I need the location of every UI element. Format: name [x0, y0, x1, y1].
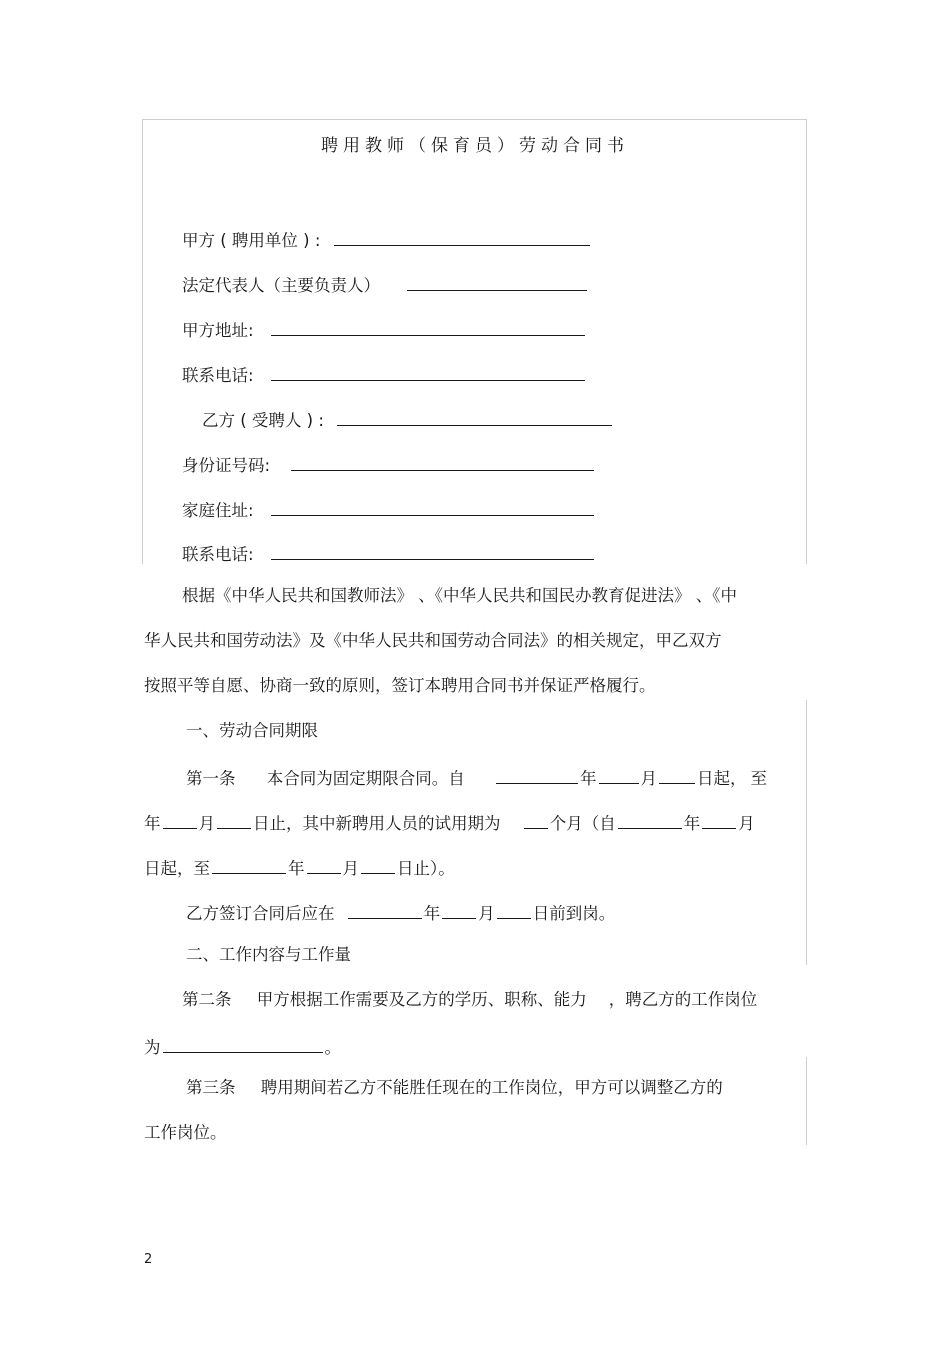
- to-text: 至: [750, 769, 767, 788]
- month-text: 月: [738, 814, 755, 833]
- id-number-row: [182, 452, 596, 477]
- party-a-phone-row: [182, 362, 587, 387]
- party-a-blank: [334, 227, 590, 246]
- day-to-end-text: 日止）。: [397, 859, 455, 878]
- start-day-blank: [659, 765, 695, 784]
- month-text: 月: [342, 859, 359, 878]
- article-2-prefix: 为: [144, 1038, 161, 1057]
- trial-end-day-blank: [361, 855, 395, 874]
- article-2-text: 甲方根据工作需要及乙方的学历、职称、能力: [256, 990, 587, 1009]
- party-b-phone-label: 联系电话:: [182, 545, 254, 564]
- party-a-phone-blank: [271, 362, 585, 381]
- end-month-blank: [163, 810, 197, 829]
- article-2-label: 第二条: [182, 990, 232, 1009]
- home-address-blank: [271, 497, 594, 516]
- article-1-label: 第一条: [186, 769, 236, 788]
- party-a-address-blank: [271, 317, 585, 336]
- document-title: 聘用教师（保育员）劳动合同书: [321, 136, 629, 156]
- report-text: 乙方签订合同后应在: [186, 904, 335, 923]
- year-text: 年: [288, 859, 305, 878]
- party-a-row: [182, 227, 592, 252]
- party-a-phone-label: 联系电话:: [182, 366, 254, 385]
- article-2-suffix: 。: [324, 1038, 341, 1057]
- trial-year-blank: [618, 810, 682, 829]
- year-text: 年: [580, 769, 597, 788]
- article-3-text: 聘用期间若乙方不能胜任现在的工作岗位，甲方可以调整乙方的: [260, 1078, 723, 1097]
- month-text: 月: [640, 769, 657, 788]
- id-number-label: 身份证号码:: [182, 456, 271, 475]
- article-3-line-1: [186, 1077, 723, 1099]
- intro-line-1: 根据《中华人民共和国教师法》 、《中华人民共和国民办教育促进法》 、《中: [182, 586, 737, 605]
- party-b-blank: [337, 407, 612, 426]
- frame-right-border-2: [806, 700, 807, 965]
- section-1-heading: 一、劳动合同期限: [186, 721, 318, 740]
- party-a-address-label: 甲方地址:: [182, 321, 254, 340]
- trial-end-month-blank: [307, 855, 341, 874]
- frame-left-border: [142, 119, 143, 564]
- report-month-blank: [442, 900, 476, 919]
- year-text: 年: [144, 814, 161, 833]
- frame-right-border: [806, 119, 807, 564]
- legal-rep-blank: [407, 272, 587, 291]
- end-day-blank: [217, 810, 251, 829]
- article-1-line-3: [144, 855, 455, 880]
- month-text: 月: [198, 814, 215, 833]
- article-3-label: 第三条: [186, 1078, 236, 1097]
- day-to-text: 日止，其中新聘用人员的试用期为: [253, 814, 501, 833]
- section-2-heading: 二、工作内容与工作量: [186, 945, 351, 964]
- intro-line-3: 按照平等自愿、协商一致的原则，签订本聘用合同书并保证严格履行。: [144, 676, 656, 695]
- id-number-blank: [291, 452, 594, 471]
- year-text: 年: [683, 814, 701, 833]
- job-position-blank: [163, 1034, 323, 1053]
- start-month-blank: [599, 765, 639, 784]
- months-paren-text: 个月（自: [549, 814, 616, 833]
- day-from-text: 日起，: [697, 769, 747, 788]
- report-date-line: [186, 900, 615, 925]
- day-from2-text: 日起，至: [144, 859, 210, 878]
- start-year-blank: [496, 765, 578, 784]
- article-1-line-1: [186, 765, 767, 790]
- report-day-blank: [497, 900, 531, 919]
- article-3-line-2: 工作岗位。: [144, 1123, 227, 1142]
- year-text: 年: [423, 904, 441, 923]
- party-b-phone-row: [182, 541, 596, 566]
- frame-right-border-3: [806, 1057, 807, 1145]
- party-b-label: 乙方 ( 受聘人 ) :: [202, 411, 324, 430]
- party-a-address-row: [182, 317, 587, 342]
- party-b-row: [202, 407, 614, 432]
- party-b-phone-blank: [271, 541, 594, 560]
- page-number: 2: [144, 1252, 153, 1267]
- month-text: 月: [478, 904, 495, 923]
- trial-month-blank: [702, 810, 736, 829]
- article-2-line-1: [182, 989, 757, 1011]
- home-address-label: 家庭住址:: [182, 501, 254, 520]
- article-2-line-2: [144, 1034, 341, 1059]
- home-address-row: [182, 497, 596, 522]
- article-1-line-2: [144, 810, 755, 835]
- intro-line-2: 华人民共和国劳动法》及《中华人民共和国劳动合同法》的相关规定，甲乙双方: [144, 631, 722, 650]
- article-2-text2: ，聘乙方的工作岗位: [608, 990, 758, 1009]
- legal-rep-label: 法定代表人（主要负责人）: [182, 276, 380, 295]
- trial-end-year-blank: [212, 855, 286, 874]
- party-a-label: 甲方 ( 聘用单位 ) :: [182, 231, 321, 250]
- report-year-blank: [348, 900, 422, 919]
- report-end-text: 日前到岗。: [532, 904, 616, 923]
- article-1-text: 本合同为固定期限合同。自: [266, 769, 465, 788]
- trial-months-blank: [524, 810, 548, 829]
- legal-rep-row: [182, 272, 589, 297]
- frame-top-border: [142, 119, 807, 120]
